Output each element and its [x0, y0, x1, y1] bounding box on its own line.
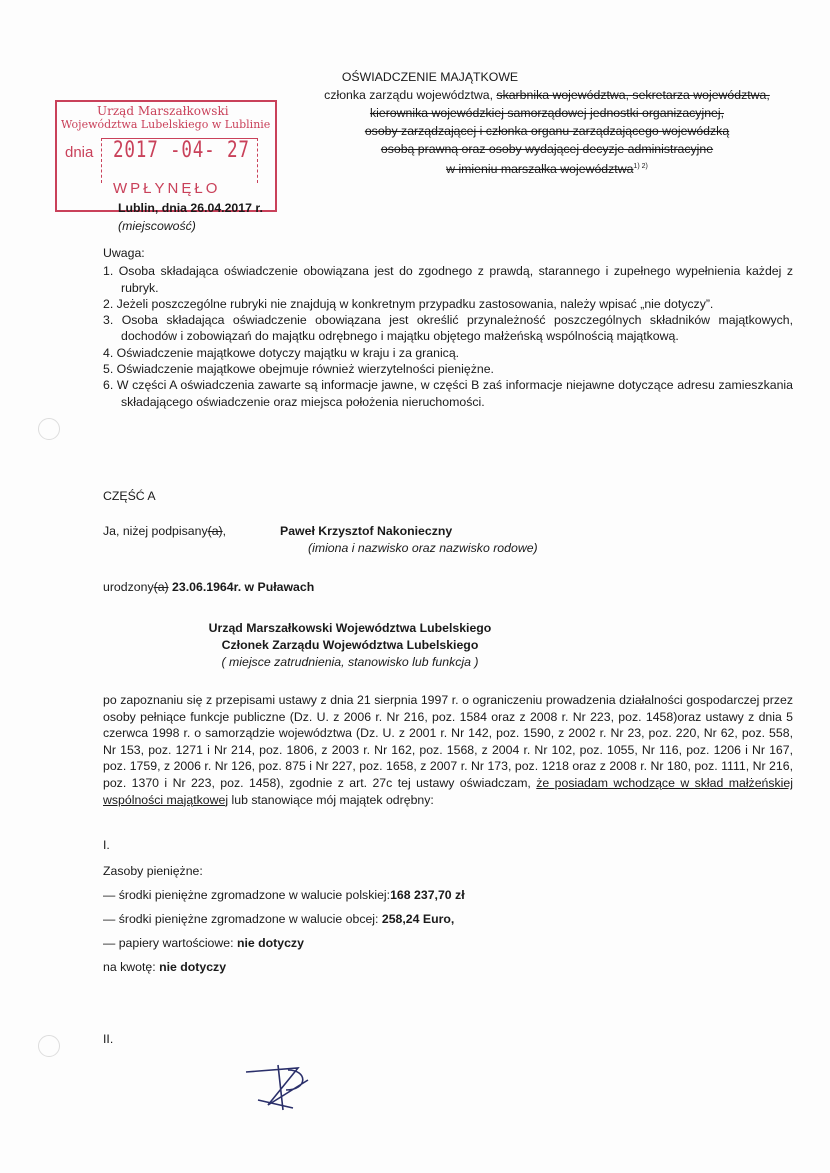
signed-label: Ja, niżej podpisany [103, 524, 208, 538]
punch-hole [38, 1035, 60, 1057]
place-value: Lublin, dnia 26.04.2017 r. [118, 201, 263, 215]
fx-label: — środki pieniężne zgromadzone w walucie obcej: [103, 912, 382, 926]
section-1-heading: I. [103, 838, 110, 852]
role-struck: w imieniu marszałka województwa [446, 162, 634, 177]
note-item: 2. Jeżeli poszczególne rubryki nie znajdują w konkretnym przypadku zastosowania, należy wpisać „nie dotyczy”. [103, 296, 714, 311]
amount-label: na kwotę: [103, 960, 160, 974]
signed-suffix: , [222, 524, 227, 538]
paragraph-underlined: że posiadam wchodzące w skład małżeńskiej wspólności majątkowej [103, 775, 793, 807]
fx-value: 258,24 Euro, [381, 912, 455, 926]
signed-line [103, 524, 226, 538]
paragraph-text: po zapoznaniu się z przepisami ustawy z dnia 21 sierpnia 1997 r. o ograniczeniu prowadzenia działalności gospodarczej przez osoby pełniące funkcje publiczne (Dz. U. z 2006 r. Nr 216, poz. 1584 oraz z 2008 r. Nr 223, poz. 1458)oraz ustawy z dnia 5 czerwca 1998 r. o samorządzie województwa (Dz. U. z 2001 r. Nr 142, poz. 1590, z 2002 r. Nr 23, poz. 220, Nr 62, poz. 558, Nr 153, poz. 1271 i Nr 214, poz. 1806, z 2003 r. Nr 162, poz. 1568, z 2004 r. Nr 102, poz. 1055, Nr 116, poz. 1206 i Nr 167, poz. 1759, z 2006 r. Nr 126, poz. 875 i Nr 227, poz. 1658, z 2007 r. Nr 173, poz. 1218 oraz z 2008 r. Nr 180, poz. 1111, Nr 216, poz. 1370 i Nr 223, poz. 1458), zgodnie z art. 27c tej ustawy oświadczam, [103, 693, 793, 790]
stamp-office-region: Województwa Lubelskiego w Lublinie [61, 118, 271, 131]
stamp-date: 2017 -04- 27 [113, 138, 250, 163]
role-kept: członka zarządu województwa, [324, 88, 497, 102]
section-2-heading: II. [103, 1032, 114, 1046]
born-value: 23.06.1964r. w Puławach [172, 580, 315, 594]
pln-label: — środki pieniężne zgromadzone w walucie polskiej: [103, 888, 391, 902]
fx-line [103, 912, 454, 926]
role-struck: kierownika wojewódzkiej samorządowej jednostki organizacyjnej, [369, 106, 725, 120]
note-item: 4. Oświadczenie majątkowe dotyczy majątku w kraju i za granicą. [103, 345, 460, 360]
employer: Urząd Marszałkowski Województwa Lubelskiego [208, 621, 492, 635]
note-item: 1. Osoba składająca oświadczenie obowiązana jest do zgodnego z prawdą, starannego i zupełnego wypełnienia każdej z rubryk. [103, 264, 793, 295]
position: Członek Zarządu Województwa Lubelskiego [221, 638, 479, 652]
cash-label: Zasoby pieniężne: [103, 864, 203, 878]
notes [103, 245, 793, 410]
name-caption: (imiona i nazwisko oraz nazwisko rodowe) [308, 541, 538, 555]
employer-caption: ( miejsce zatrudnienia, stanowisko lub funkcja ) [221, 655, 479, 669]
pln-value: 168 237,70 zł [390, 888, 465, 902]
note-item: 6. W części A oświadczenia zawarte są informacje jawne, w części B zaś informacje niejawne dotyczące adresu zamieszkania składającego oświadczenie oraz miejsca położenia nieruchomości. [103, 378, 793, 409]
place-date [118, 199, 263, 235]
role-struck: osobą prawną oraz osoby wydającej decyzje administracyjne [380, 142, 714, 156]
paragraph-end: lub stanowiące mój majątek odrębny: [228, 792, 434, 807]
born-struck: (a) [153, 580, 169, 594]
place-caption: (miejscowość) [118, 219, 196, 233]
declarant-name: Paweł Krzysztof Nakonieczny [280, 524, 453, 538]
stamp-received: WPŁYNĘŁO [113, 180, 221, 197]
document-title: OŚWIADCZENIE MAJĄTKOWE [341, 70, 519, 84]
securities-label: — papiery wartościowe: [103, 936, 237, 950]
pln-line [103, 888, 465, 902]
signature [238, 1060, 318, 1115]
securities-line [103, 936, 304, 950]
securities-value: nie dotyczy [236, 936, 304, 950]
stamp-dnia: dnia [65, 144, 94, 161]
legal-paragraph [103, 692, 793, 808]
punch-hole [38, 418, 60, 440]
employment [200, 620, 500, 671]
role-struck: skarbnika województwa, sekretarza województwa, [496, 88, 770, 102]
note-item: 3. Osoba składająca oświadczenie obowiązana jest określić przynależność poszczególnych składników majątkowych, dochodów i zobowiązań do majątku odrębnego i majątku objętego małżeńską wspólnością majątkową. [103, 313, 793, 344]
born-line [103, 580, 314, 594]
part-a-heading: CZĘŚĆ A [103, 489, 156, 503]
stamp-office: Urząd Marszałkowski [97, 104, 229, 118]
signed-struck: (a) [207, 524, 223, 538]
received-stamp [55, 100, 277, 212]
footnote-ref: 1) 2) [633, 163, 648, 170]
role-struck: osoby zarządzającej i członka organu zarządzającego wojewódzką [364, 124, 730, 138]
notes-heading: Uwaga: [103, 246, 145, 260]
born-label: urodzony [103, 580, 154, 594]
amount-value: nie dotyczy [159, 960, 227, 974]
note-item: 5. Oświadczenie majątkowe obejmuje również wierzytelności pieniężne. [103, 362, 494, 377]
amount-line [103, 960, 226, 974]
header [282, 86, 812, 178]
